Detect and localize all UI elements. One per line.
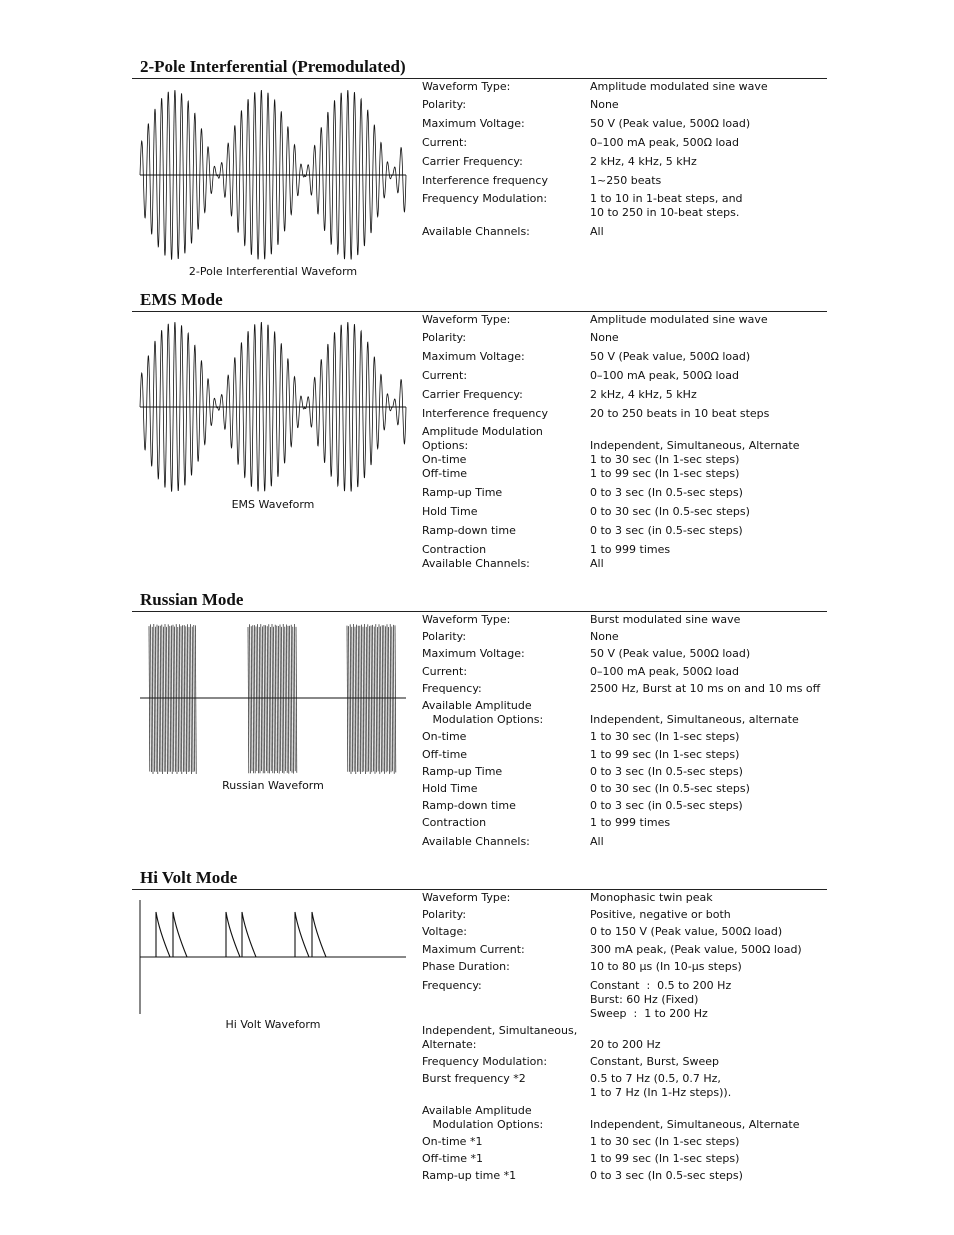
burst-cycle: [350, 624, 351, 774]
spec-label: Amplitude Modulation Options: On-time Off-time: [422, 425, 543, 480]
spec-value: 0–100 mA peak, 500Ω load: [590, 369, 739, 382]
spec-value: Positive, negative or both: [590, 908, 731, 921]
burst-cycle: [261, 624, 262, 771]
burst-cycle: [179, 624, 180, 771]
burst-cycle: [167, 627, 168, 774]
hi-volt-waveform-graphic: [140, 900, 406, 1015]
spec-label: Off-time: [422, 748, 468, 761]
spec-value: 10 to 80 μs (In 10-μs steps): [590, 960, 742, 973]
spec-label: Available Channels:: [422, 225, 530, 238]
burst-cycle: [259, 627, 260, 773]
spec-label: Waveform Type:: [422, 891, 511, 904]
spec-value: 20 to 250 beats in 10 beat steps: [590, 407, 770, 420]
burst-cycle: [352, 627, 353, 772]
spec-label: Interference frequency: [422, 407, 548, 420]
burst-cycle: [282, 627, 283, 773]
spec-value: Independent, Simultaneous, Alternate 1 to 30 sec (In 1-sec steps) 1 to 99 sec (In 1-sec steps): [590, 439, 800, 480]
sine-wave-trace: [140, 322, 406, 492]
burst-cycle: [168, 624, 169, 771]
burst-cycle: [170, 626, 171, 772]
burst-cycle: [192, 627, 193, 772]
burst-cycle: [152, 627, 153, 774]
spec-value: 2 kHz, 4 kHz, 5 kHz: [590, 155, 697, 168]
burst-cycle: [256, 627, 257, 772]
burst-cycle: [264, 625, 265, 773]
section-title-interferential: 2-Pole Interferential (Premodulated): [140, 57, 406, 76]
spec-value: 0–100 mA peak, 500Ω load: [590, 136, 739, 149]
burst-cycle: [258, 624, 259, 773]
spec-list-russian: [422, 613, 827, 858]
spec-value: 0 to 30 sec (In 0.5-sec steps): [590, 505, 750, 518]
burst-cycle: [369, 626, 370, 774]
burst-cycle: [366, 627, 367, 772]
spec-label: Ramp-down time: [422, 524, 516, 537]
burst-cycle: [277, 626, 278, 773]
burst-cycle: [280, 625, 281, 772]
twin-peak-pulse: [312, 912, 326, 957]
burst-cycle: [149, 626, 150, 771]
spec-value: All: [590, 835, 604, 848]
burst-cycle: [176, 624, 177, 774]
spec-label: Waveform Type:: [422, 613, 511, 626]
burst-cycle: [288, 626, 289, 774]
spec-label: Ramp-up Time: [422, 765, 503, 778]
spec-label: Current:: [422, 369, 468, 382]
burst-cycle: [160, 626, 161, 772]
spec-label: Polarity:: [422, 630, 467, 643]
spec-label: Maximum Voltage:: [422, 117, 525, 130]
figure-caption: EMS Waveform: [231, 498, 315, 511]
spec-value: 300 mA peak, (Peak value, 500Ω load): [590, 943, 802, 956]
spec-label: Frequency Modulation:: [422, 1055, 548, 1068]
burst-cycle: [349, 626, 350, 772]
spec-label: Ramp-up Time: [422, 486, 503, 499]
section-title-ems: EMS Mode: [140, 290, 223, 309]
russian-waveform-graphic: [140, 622, 406, 776]
ems-waveform-graphic: [140, 320, 406, 494]
burst-cycle: [374, 627, 375, 774]
burst-cycle: [294, 624, 295, 771]
spec-label: Interference frequency: [422, 174, 548, 187]
spec-label: Maximum Voltage:: [422, 647, 525, 660]
spec-value: 2 kHz, 4 kHz, 5 kHz: [590, 388, 697, 401]
spec-value: 20 to 200 Hz: [590, 1038, 661, 1051]
burst-cycle: [363, 627, 364, 772]
section-title-hi-volt: Hi Volt Mode: [140, 868, 238, 887]
spec-value: 50 V (Peak value, 500Ω load): [590, 647, 751, 660]
spec-label: Burst frequency *2: [422, 1072, 526, 1085]
burst-cycle: [189, 627, 190, 772]
burst-cycle: [347, 626, 348, 772]
burst-cycle: [154, 624, 155, 772]
spec-value: Independent, Simultaneous, Alternate: [590, 1118, 800, 1131]
figure-caption: Hi Volt Waveform: [225, 1018, 321, 1031]
spec-label: Maximum Voltage:: [422, 350, 525, 363]
spec-label: On-time *1: [422, 1135, 483, 1148]
spec-value: All: [590, 225, 604, 238]
burst-cycle: [171, 626, 172, 775]
burst-cycle: [187, 624, 188, 772]
burst-cycle: [184, 625, 185, 772]
burst-cycle: [285, 627, 286, 771]
burst-cycle: [191, 624, 192, 774]
spec-value: Amplitude modulated sine wave: [590, 313, 768, 326]
burst-cycle: [373, 625, 374, 772]
spec-label: Available Channels:: [422, 835, 530, 848]
burst-cycle: [283, 624, 284, 774]
spec-value: 0 to 150 V (Peak value, 500Ω load): [590, 925, 783, 938]
spec-value: 0 to 30 sec (In 0.5-sec steps): [590, 782, 750, 795]
spec-label: On-time: [422, 730, 467, 743]
interferential-waveform-graphic: [140, 88, 406, 262]
burst-cycle: [262, 627, 263, 774]
spec-label: Carrier Frequency:: [422, 155, 523, 168]
section-divider: [132, 611, 827, 612]
spec-label: Polarity:: [422, 331, 467, 344]
burst-cycle: [269, 624, 270, 773]
spec-label: Contraction: [422, 816, 487, 829]
spec-value: 1 to 30 sec (In 1-sec steps): [590, 1135, 740, 1148]
spec-value: None: [590, 331, 619, 344]
spec-label: Polarity:: [422, 98, 467, 111]
spec-value: 1 to 99 sec (In 1-sec steps): [590, 1152, 740, 1165]
burst-cycle: [254, 625, 255, 773]
spec-list-ems: [422, 313, 827, 573]
spec-value: Independent, Simultaneous, alternate: [590, 713, 799, 726]
burst-cycle: [163, 627, 164, 772]
figure-caption: 2-Pole Interferential Waveform: [188, 265, 358, 278]
spec-label: Ramp-down time: [422, 799, 516, 812]
burst-cycle: [293, 627, 294, 774]
spec-label: Carrier Frequency:: [422, 388, 523, 401]
burst-cycle: [266, 625, 267, 771]
burst-cycle: [155, 627, 156, 772]
burst-cycle: [390, 624, 391, 772]
spec-value: Monophasic twin peak: [590, 891, 713, 904]
spec-label: Phase Duration:: [422, 960, 510, 973]
spec-value: Burst modulated sine wave: [590, 613, 741, 626]
burst-cycle: [248, 627, 249, 773]
spec-list-interferential: [422, 80, 827, 280]
sine-wave-trace: [140, 90, 406, 260]
figure-caption: Russian Waveform: [222, 779, 324, 792]
section-divider: [132, 78, 827, 79]
spec-label: Available Amplitude Modulation Options:: [422, 1104, 544, 1131]
burst-cycle: [376, 624, 377, 772]
burst-group: [248, 624, 297, 774]
spec-value: 0–100 mA peak, 500Ω load: [590, 665, 739, 678]
burst-cycle: [379, 624, 380, 774]
spec-label: Off-time *1: [422, 1152, 484, 1165]
burst-cycle: [393, 625, 394, 774]
burst-cycle: [159, 626, 160, 772]
burst-cycle: [290, 626, 291, 771]
burst-cycle: [194, 625, 195, 772]
burst-cycle: [267, 626, 268, 773]
twin-peak-pulse: [173, 912, 187, 957]
burst-group: [347, 624, 396, 774]
spec-value: Constant : 0.5 to 200 Hz Burst: 60 Hz (Fixed) Sweep : 1 to 200 Hz: [590, 979, 732, 1020]
spec-value: None: [590, 630, 619, 643]
spec-value: 1 to 99 sec (In 1-sec steps): [590, 748, 740, 761]
burst-cycle: [291, 625, 292, 773]
burst-cycle: [275, 625, 276, 771]
spec-label: Current:: [422, 665, 468, 678]
spec-label: Ramp-up time *1: [422, 1169, 517, 1182]
burst-cycle: [251, 626, 252, 771]
burst-cycle: [392, 627, 393, 772]
spec-label: Polarity:: [422, 908, 467, 921]
burst-group: [149, 624, 196, 774]
spec-list-hi-volt: [422, 891, 827, 1191]
burst-cycle: [151, 624, 152, 772]
spec-value: 50 V (Peak value, 500Ω load): [590, 117, 751, 130]
spec-value: 1 to 30 sec (In 1-sec steps): [590, 730, 740, 743]
spec-label: Frequency:: [422, 682, 482, 695]
burst-cycle: [357, 625, 358, 772]
waveform-figure-interferential: [140, 88, 406, 262]
spec-label: Waveform Type:: [422, 313, 511, 326]
spec-value: 1 to 999 times All: [590, 543, 671, 570]
spec-value: 0 to 3 sec (in 0.5-sec steps): [590, 524, 743, 537]
spec-value: 0.5 to 7 Hz (0.5, 0.7 Hz, 1 to 7 Hz (In 1-Hz steps)).: [590, 1072, 732, 1099]
spec-label: Contraction Available Channels:: [422, 543, 530, 570]
burst-cycle: [286, 625, 287, 773]
spec-label: Independent, Simultaneous, Alternate:: [422, 1024, 578, 1051]
spec-label: Waveform Type:: [422, 80, 511, 93]
burst-cycle: [353, 624, 354, 772]
burst-cycle: [371, 626, 372, 773]
burst-cycle: [173, 625, 174, 772]
burst-cycle: [368, 624, 369, 771]
burst-cycle: [355, 627, 356, 774]
spec-label: Hold Time: [422, 505, 478, 518]
burst-cycle: [296, 627, 297, 773]
burst-cycle: [377, 627, 378, 771]
burst-cycle: [387, 624, 388, 771]
twin-peak-pulse: [226, 912, 240, 957]
burst-cycle: [186, 626, 187, 774]
burst-cycle: [382, 625, 383, 771]
spec-value: Constant, Burst, Sweep: [590, 1055, 720, 1068]
spec-value: 50 V (Peak value, 500Ω load): [590, 350, 751, 363]
spec-value: 2500 Hz, Burst at 10 ms on and 10 ms off: [590, 682, 821, 695]
section-divider: [132, 889, 827, 890]
twin-peak-pulse: [295, 912, 309, 957]
spec-label: Frequency:: [422, 979, 482, 992]
burst-cycle: [165, 624, 166, 772]
burst-cycle: [365, 624, 366, 774]
spec-label: Frequency Modulation:: [422, 192, 548, 205]
burst-cycle: [162, 625, 163, 774]
waveform-figure-hi-volt: [140, 900, 406, 1015]
burst-cycle: [183, 625, 184, 772]
burst-cycle: [389, 627, 390, 774]
burst-cycle: [381, 626, 382, 772]
spec-value: Amplitude modulated sine wave: [590, 80, 768, 93]
spec-value: 1 to 999 times: [590, 816, 671, 829]
burst-cycle: [253, 625, 254, 773]
waveform-figure-ems: [140, 320, 406, 494]
burst-cycle: [270, 627, 271, 771]
burst-cycle: [181, 626, 182, 774]
burst-cycle: [175, 627, 176, 772]
spec-value: 0 to 3 sec (In 0.5-sec steps): [590, 765, 743, 778]
burst-cycle: [358, 626, 359, 772]
spec-value: None: [590, 98, 619, 111]
burst-cycle: [385, 626, 386, 772]
burst-cycle: [274, 627, 275, 774]
spec-label: Voltage:: [422, 925, 467, 938]
burst-cycle: [195, 625, 196, 774]
waveform-figure-russian: [140, 622, 406, 776]
spec-value: 0 to 3 sec (in 0.5-sec steps): [590, 799, 743, 812]
spec-label: Maximum Current:: [422, 943, 525, 956]
section-divider: [132, 311, 827, 312]
spec-value: 1 to 10 in 1-beat steps, and 10 to 250 in 10-beat steps.: [590, 192, 743, 219]
spec-value: 0 to 3 sec (In 0.5-sec steps): [590, 486, 743, 499]
burst-cycle: [272, 624, 273, 773]
burst-cycle: [250, 624, 251, 773]
burst-cycle: [178, 627, 179, 772]
burst-cycle: [157, 625, 158, 774]
spec-label: Available Amplitude Modulation Options:: [422, 699, 544, 726]
burst-cycle: [360, 626, 361, 774]
section-title-russian: Russian Mode: [140, 590, 244, 609]
spec-value: 0 to 3 sec (In 0.5-sec steps): [590, 1169, 743, 1182]
burst-cycle: [278, 626, 279, 774]
spec-label: Current:: [422, 136, 468, 149]
burst-cycle: [395, 625, 396, 772]
burst-cycle: [384, 625, 385, 774]
spec-label: Hold Time: [422, 782, 478, 795]
twin-peak-pulse: [156, 912, 170, 957]
burst-cycle: [361, 625, 362, 772]
spec-value: 1~250 beats: [590, 174, 662, 187]
twin-peak-pulse: [242, 912, 256, 957]
